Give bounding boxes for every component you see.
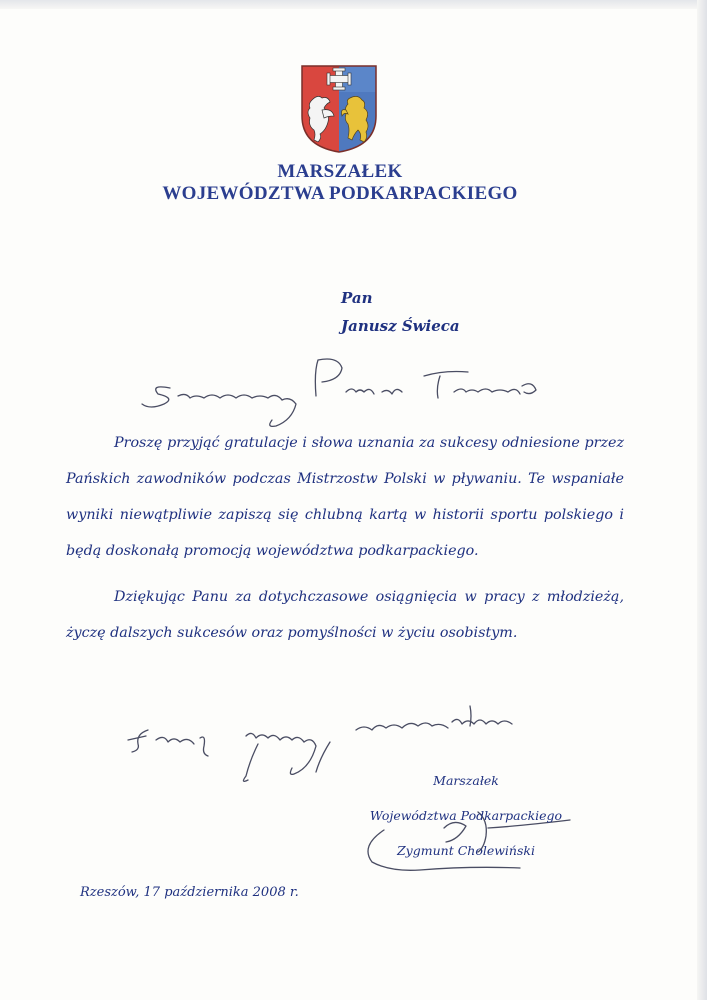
addressee-block [341,284,460,340]
body-paragraph-1: Proszę przyjąć gratulacje i słowa uznania za sukcesy odniesione przez Pańskich zawodników podczas Mistrzostw Polski w pływaniu. Te wspaniałe wyniki niewątpliwie zapiszą się chlubną kartą w historii sportu polskiego i będą doskonałą promocją województwa podkarpackiego. [66,435,624,559]
handwritten-salutation [142,359,536,426]
scan-edge-right [697,0,707,1000]
letter-body [66,425,624,661]
letterhead-title-line2: WOJEWÓDZTWA PODKARPACKIEGO [162,183,518,204]
letterhead-title-line1: MARSZAŁEK [277,161,403,182]
signature-block [346,763,586,868]
addressee-name: Janusz Świeca [341,317,460,335]
scan-edge-top [0,0,707,9]
place-date: Rzeszów, 17 października 2008 r. [80,885,299,900]
coat-of-arms-icon [300,64,378,154]
signature-title: Marszałek [433,773,499,788]
signature-office: Województwa Podkarpackiego [369,808,563,823]
signature-name: Zygmunt Cholewiński [397,843,535,858]
body-paragraph-2: Dziękując Panu za dotychczasowe osiągnięcia w pracy z młodzieżą, życzę dalszych sukcesów oraz pomyślności w życiu osobistym. [66,589,624,641]
letterhead [0,161,680,205]
addressee-title: Pan [341,289,373,307]
